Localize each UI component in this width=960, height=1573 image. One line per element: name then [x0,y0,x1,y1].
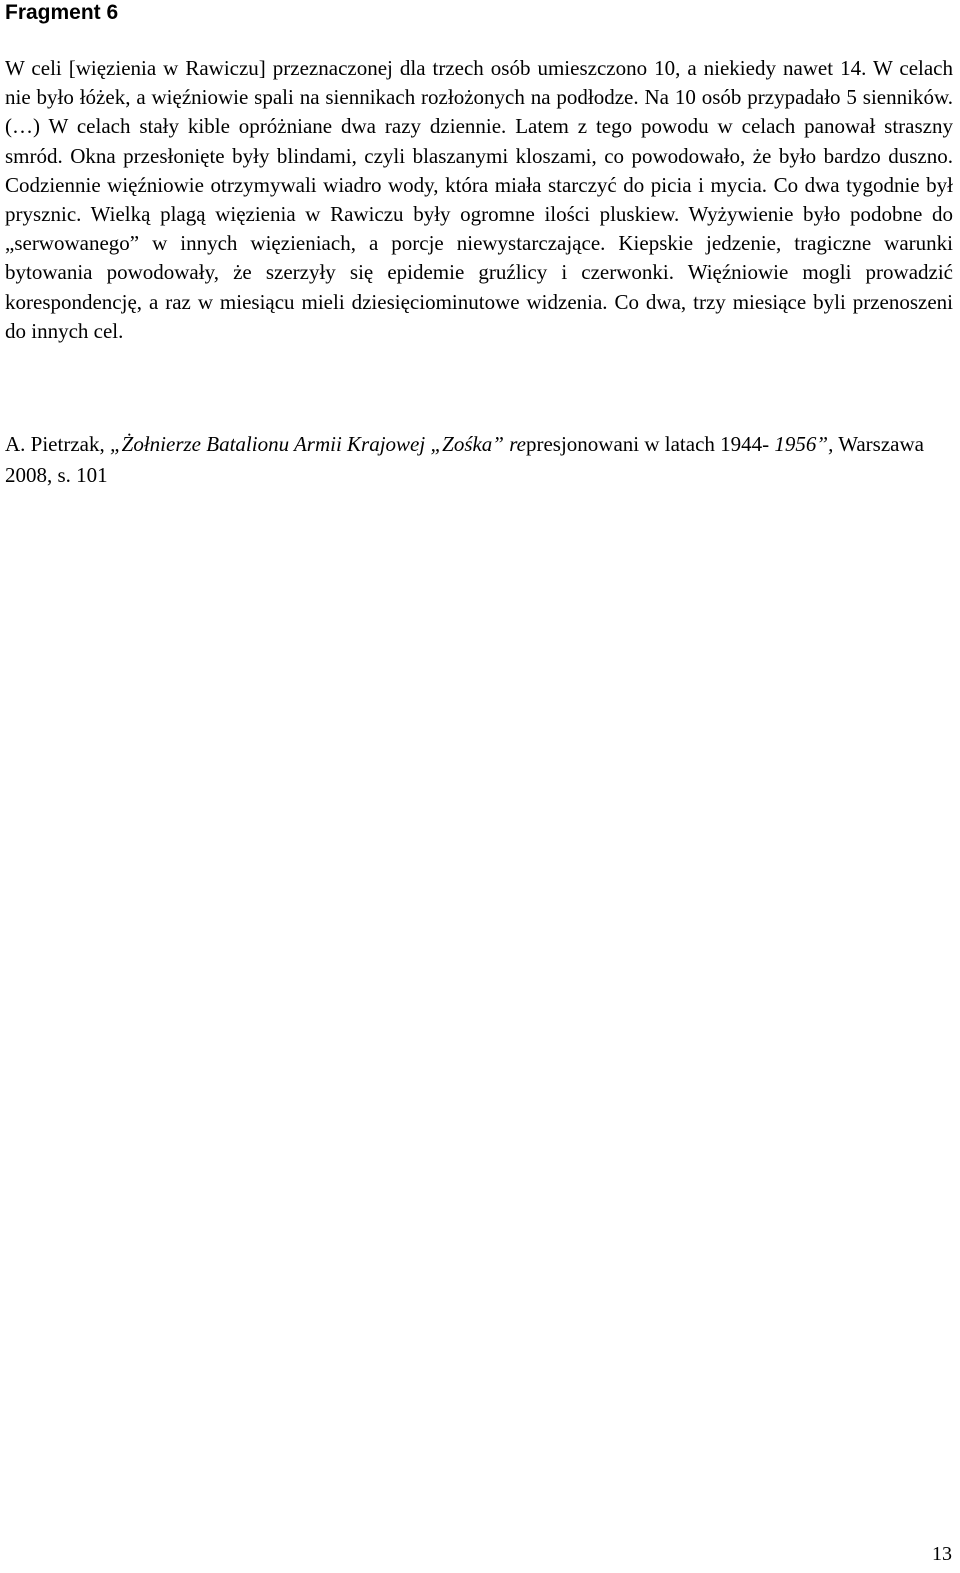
citation-title-continued: presjonowani w latach 1944- [525,432,770,456]
page-number: 13 [932,1543,952,1565]
citation-author: A. Pietrzak, [5,432,110,456]
citation-title: „Żołnierze Batalionu Armii Krajowej „Zośka” re [109,432,526,456]
source-citation [5,429,953,491]
citation-title-end: 1956”, [774,432,834,456]
citation-publication: Warszawa 2008, s. 101 [5,432,924,487]
fragment-heading: Fragment 6 [5,1,119,24]
fragment-paragraph: W celi [więzienia w Rawiczu] przeznaczonej dla trzech osób umieszczono 10, a niekiedy nawet 14. W celach nie było łóżek, a więźniowie spali na siennikach rozłożonych na podłodze. Na 10 osób przypadało 5 sienników. (…) W celach stały kible opróżniane dwa razy dziennie. Latem z tego powodu w celach panował straszny smród. Okna przesłonięte były blindami, czyli blaszanymi kloszami, co powodowało, że było bardzo duszno. Codziennie więźniowie otrzymywali wiadro wody, która miała starczyć do picia i mycia. Co dwa tygodnie był prysznic. Wielką plagą więzienia w Rawiczu były ogromne ilości pluskiew. Wyżywienie było podobne do „serwowanego” w innych więzieniach, a porcje niewystarczające. Kiepskie jedzenie, tragiczne warunki bytowania powodowały, że szerzyły się epidemie gruźlicy i czerwonki. Więźniowie mogli prowadzić korespondencję, a raz w miesiącu mieli dziesięciominutowe widzenia. Co dwa, trzy miesiące byli przenoszeni do innych cel. [5,56,953,343]
